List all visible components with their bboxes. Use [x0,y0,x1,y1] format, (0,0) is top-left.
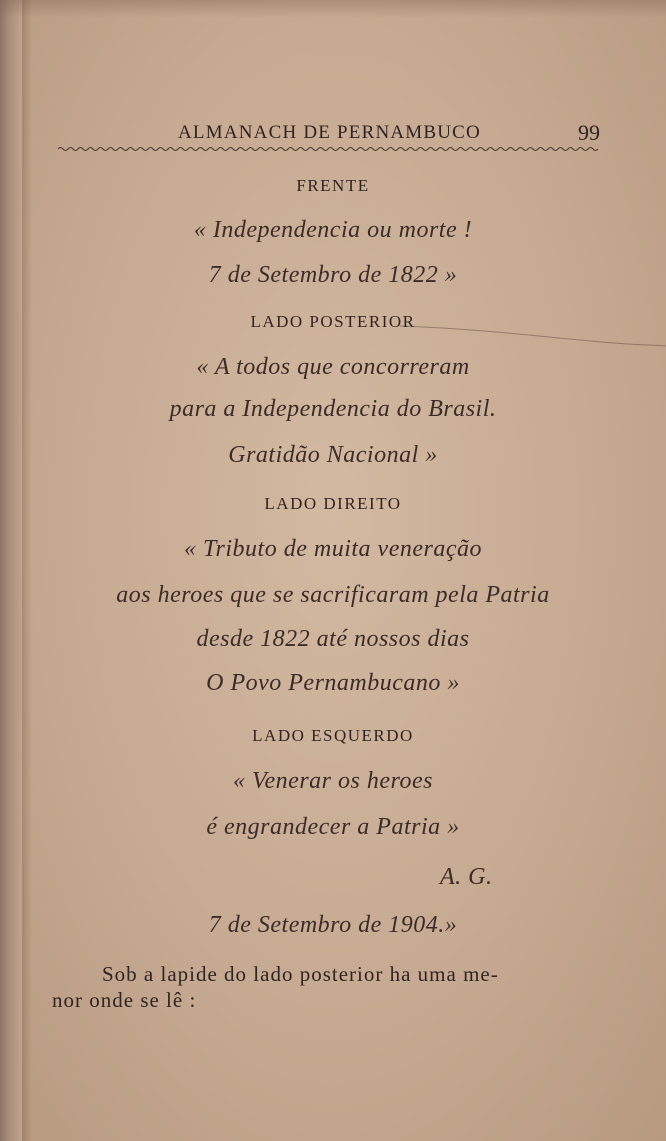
body-text-line-1: Sob a lapide do lado posterior ha uma me- [102,962,499,986]
body-text-line-2: nor onde se lê : [52,988,197,1012]
binding-shadow [22,0,32,1141]
esquerdo-line-1: « Venerar os heroes [233,768,433,794]
direito-line-3: desde 1822 até nossos dias [196,626,470,652]
posterior-line-1: « A todos que concorreram [196,354,470,380]
posterior-line-2: para a Independencia do Brasil. [169,396,497,422]
posterior-line-3: Gratidão Nacional » [228,442,438,468]
page-number: 99 [578,120,600,145]
header-title: ALMANACH DE PERNAMBUCO [178,122,481,143]
frente-line-2: 7 de Setembro de 1822 » [208,262,458,288]
direito-line-4: O Povo Pernambucano » [206,670,460,696]
page-top-edge [0,0,666,18]
esquerdo-line-2: é engrandecer a Patria » [206,814,460,840]
heading-frente: FRENTE [296,176,370,195]
frente-line-1: « Independencia ou morte ! [193,217,473,243]
wavy-rule [58,144,603,154]
heading-lado-esquerdo: LADO ESQUERDO [252,726,414,745]
signature-initials: A. G. [440,864,493,890]
heading-lado-posterior: LADO POSTERIOR [250,312,416,331]
signature-date: 7 de Setembro de 1904.» [208,912,458,938]
heading-lado-direito: LADO DIREITO [264,494,402,513]
direito-line-2: aos heroes que se sacrificaram pela Patria [116,582,550,608]
page-binding [0,0,22,1141]
direito-line-1: « Tributo de muita veneração [184,536,482,562]
